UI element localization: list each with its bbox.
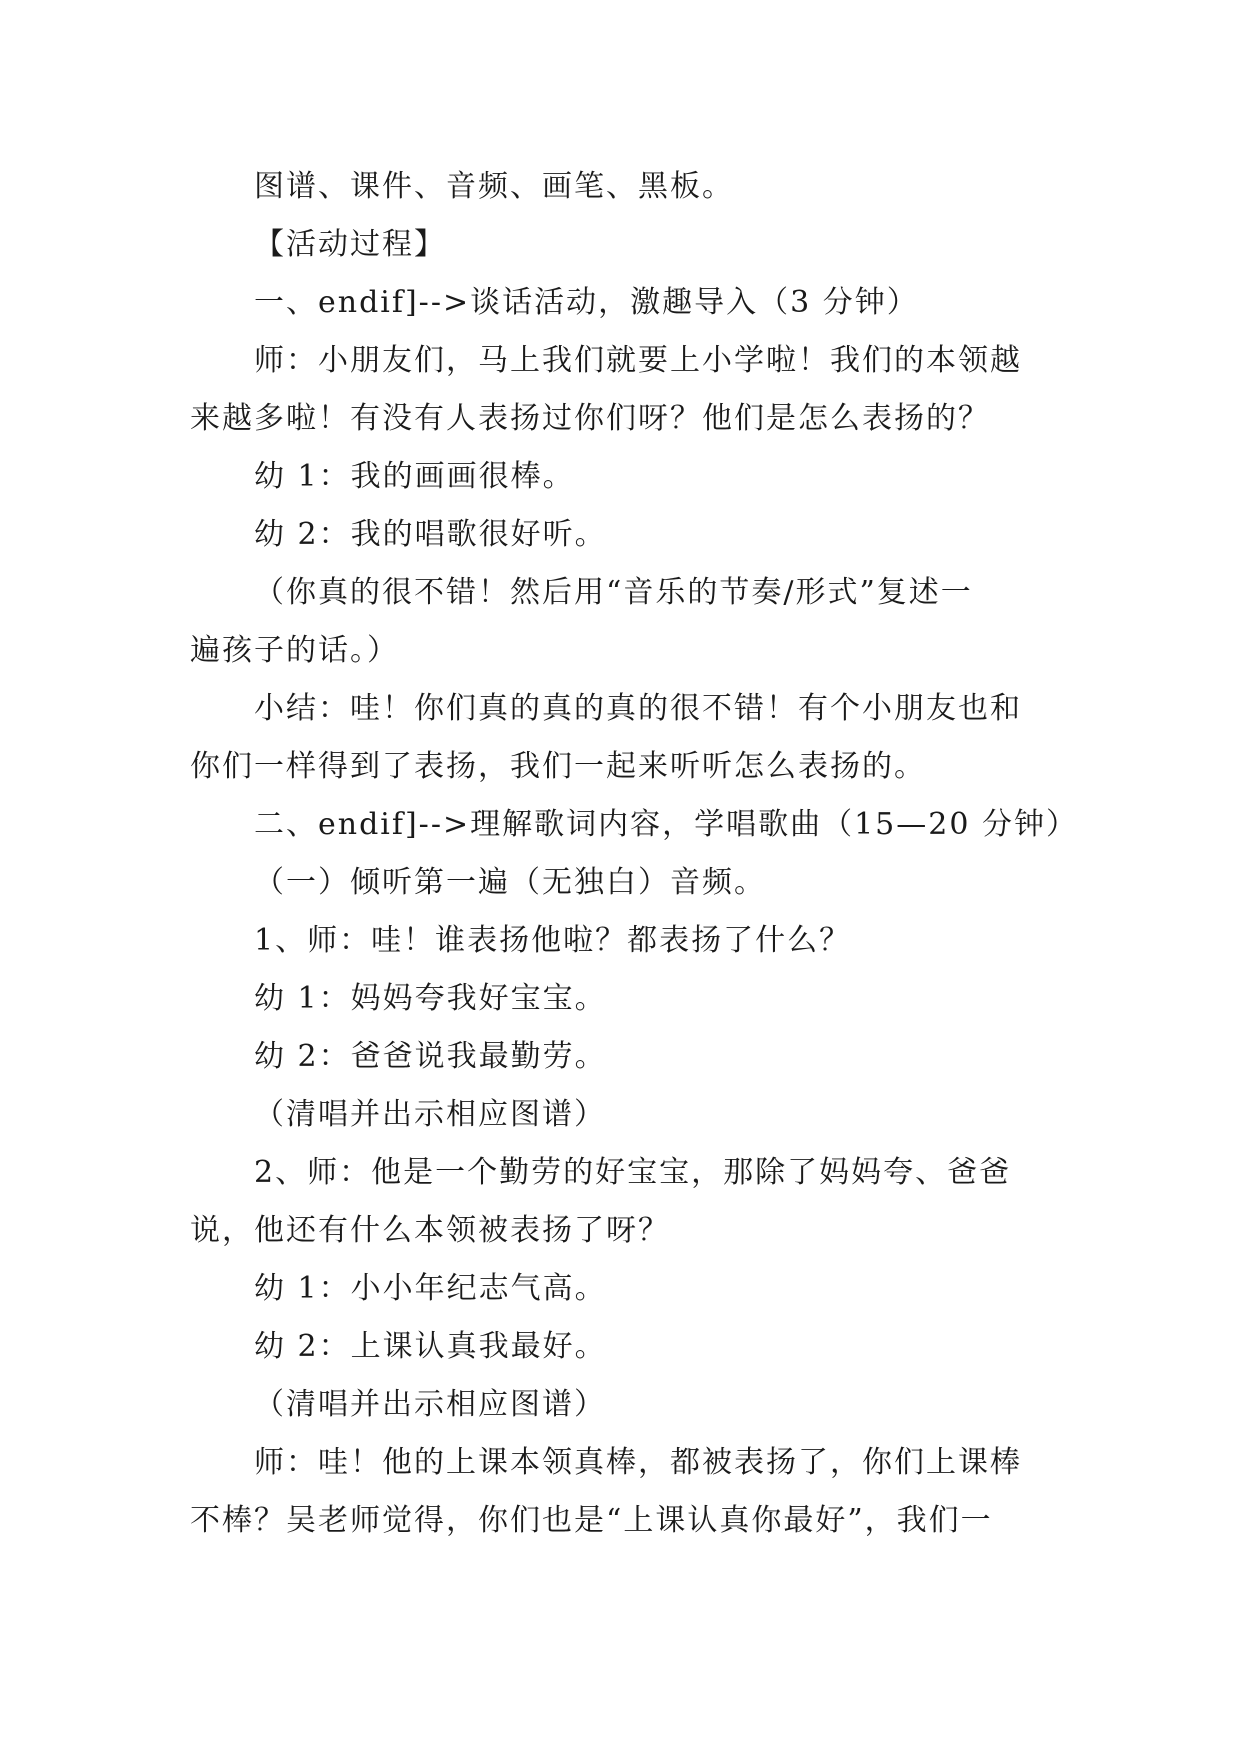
teacher-comment: 师：哇！他的上课本领真棒，都被表扬了，你们上课棒 (254, 1445, 1022, 1480)
teacher-note-continued: 遍孩子的话。） (190, 633, 399, 668)
step-two-heading: 二、endif]-->理解歌词内容，学唱歌曲（15—20 分钟） (254, 807, 1078, 842)
child-reply-2: 幼 2：我的唱歌很好听。 (254, 517, 607, 552)
teacher-note: （你真的很不错！然后用“音乐的节奏/形式”复述一 (254, 575, 973, 610)
teacher-comment-continued: 不棒？吴老师觉得，你们也是“上课认真你最好”，我们一 (190, 1503, 993, 1538)
question-1: 1、师：哇！谁表扬他啦？都表扬了什么？ (254, 923, 852, 958)
materials-line: 图谱、课件、音频、画笔、黑板。 (254, 169, 734, 204)
teacher-line: 师：小朋友们，马上我们就要上小学啦！我们的本领越 (254, 343, 1022, 378)
teacher-line-continued: 来越多啦！有没有人表扬过你们呀？他们是怎么表扬的？ (190, 401, 990, 436)
summary-line: 小结：哇！你们真的真的真的很不错！有个小朋友也和 (254, 691, 1022, 726)
child-answer-2b: 幼 2：上课认真我最好。 (254, 1329, 607, 1364)
instruction-note-1: （清唱并出示相应图谱） (254, 1097, 606, 1132)
instruction-note-2: （清唱并出示相应图谱） (254, 1387, 606, 1422)
child-answer-1b: 幼 2：爸爸说我最勤劳。 (254, 1039, 607, 1074)
question-2: 2、师：他是一个勤劳的好宝宝，那除了妈妈夸、爸爸 (254, 1155, 1012, 1190)
document-body (190, 158, 1078, 1550)
summary-line-continued: 你们一样得到了表扬，我们一起来听听怎么表扬的。 (190, 749, 926, 784)
child-answer-2a: 幼 1：小小年纪志气高。 (254, 1271, 607, 1306)
child-reply-1: 幼 1：我的画画很棒。 (254, 459, 575, 494)
child-answer-1a: 幼 1：妈妈夸我好宝宝。 (254, 981, 607, 1016)
substep-one-heading: （一）倾听第一遍（无独白）音频。 (254, 865, 766, 900)
section-heading-activity-process: 【活动过程】 (254, 227, 446, 262)
step-one-heading: 一、endif]-->谈话活动，激趣导入（3 分钟） (254, 285, 919, 320)
question-2-continued: 说，他还有什么本领被表扬了呀？ (190, 1213, 670, 1248)
